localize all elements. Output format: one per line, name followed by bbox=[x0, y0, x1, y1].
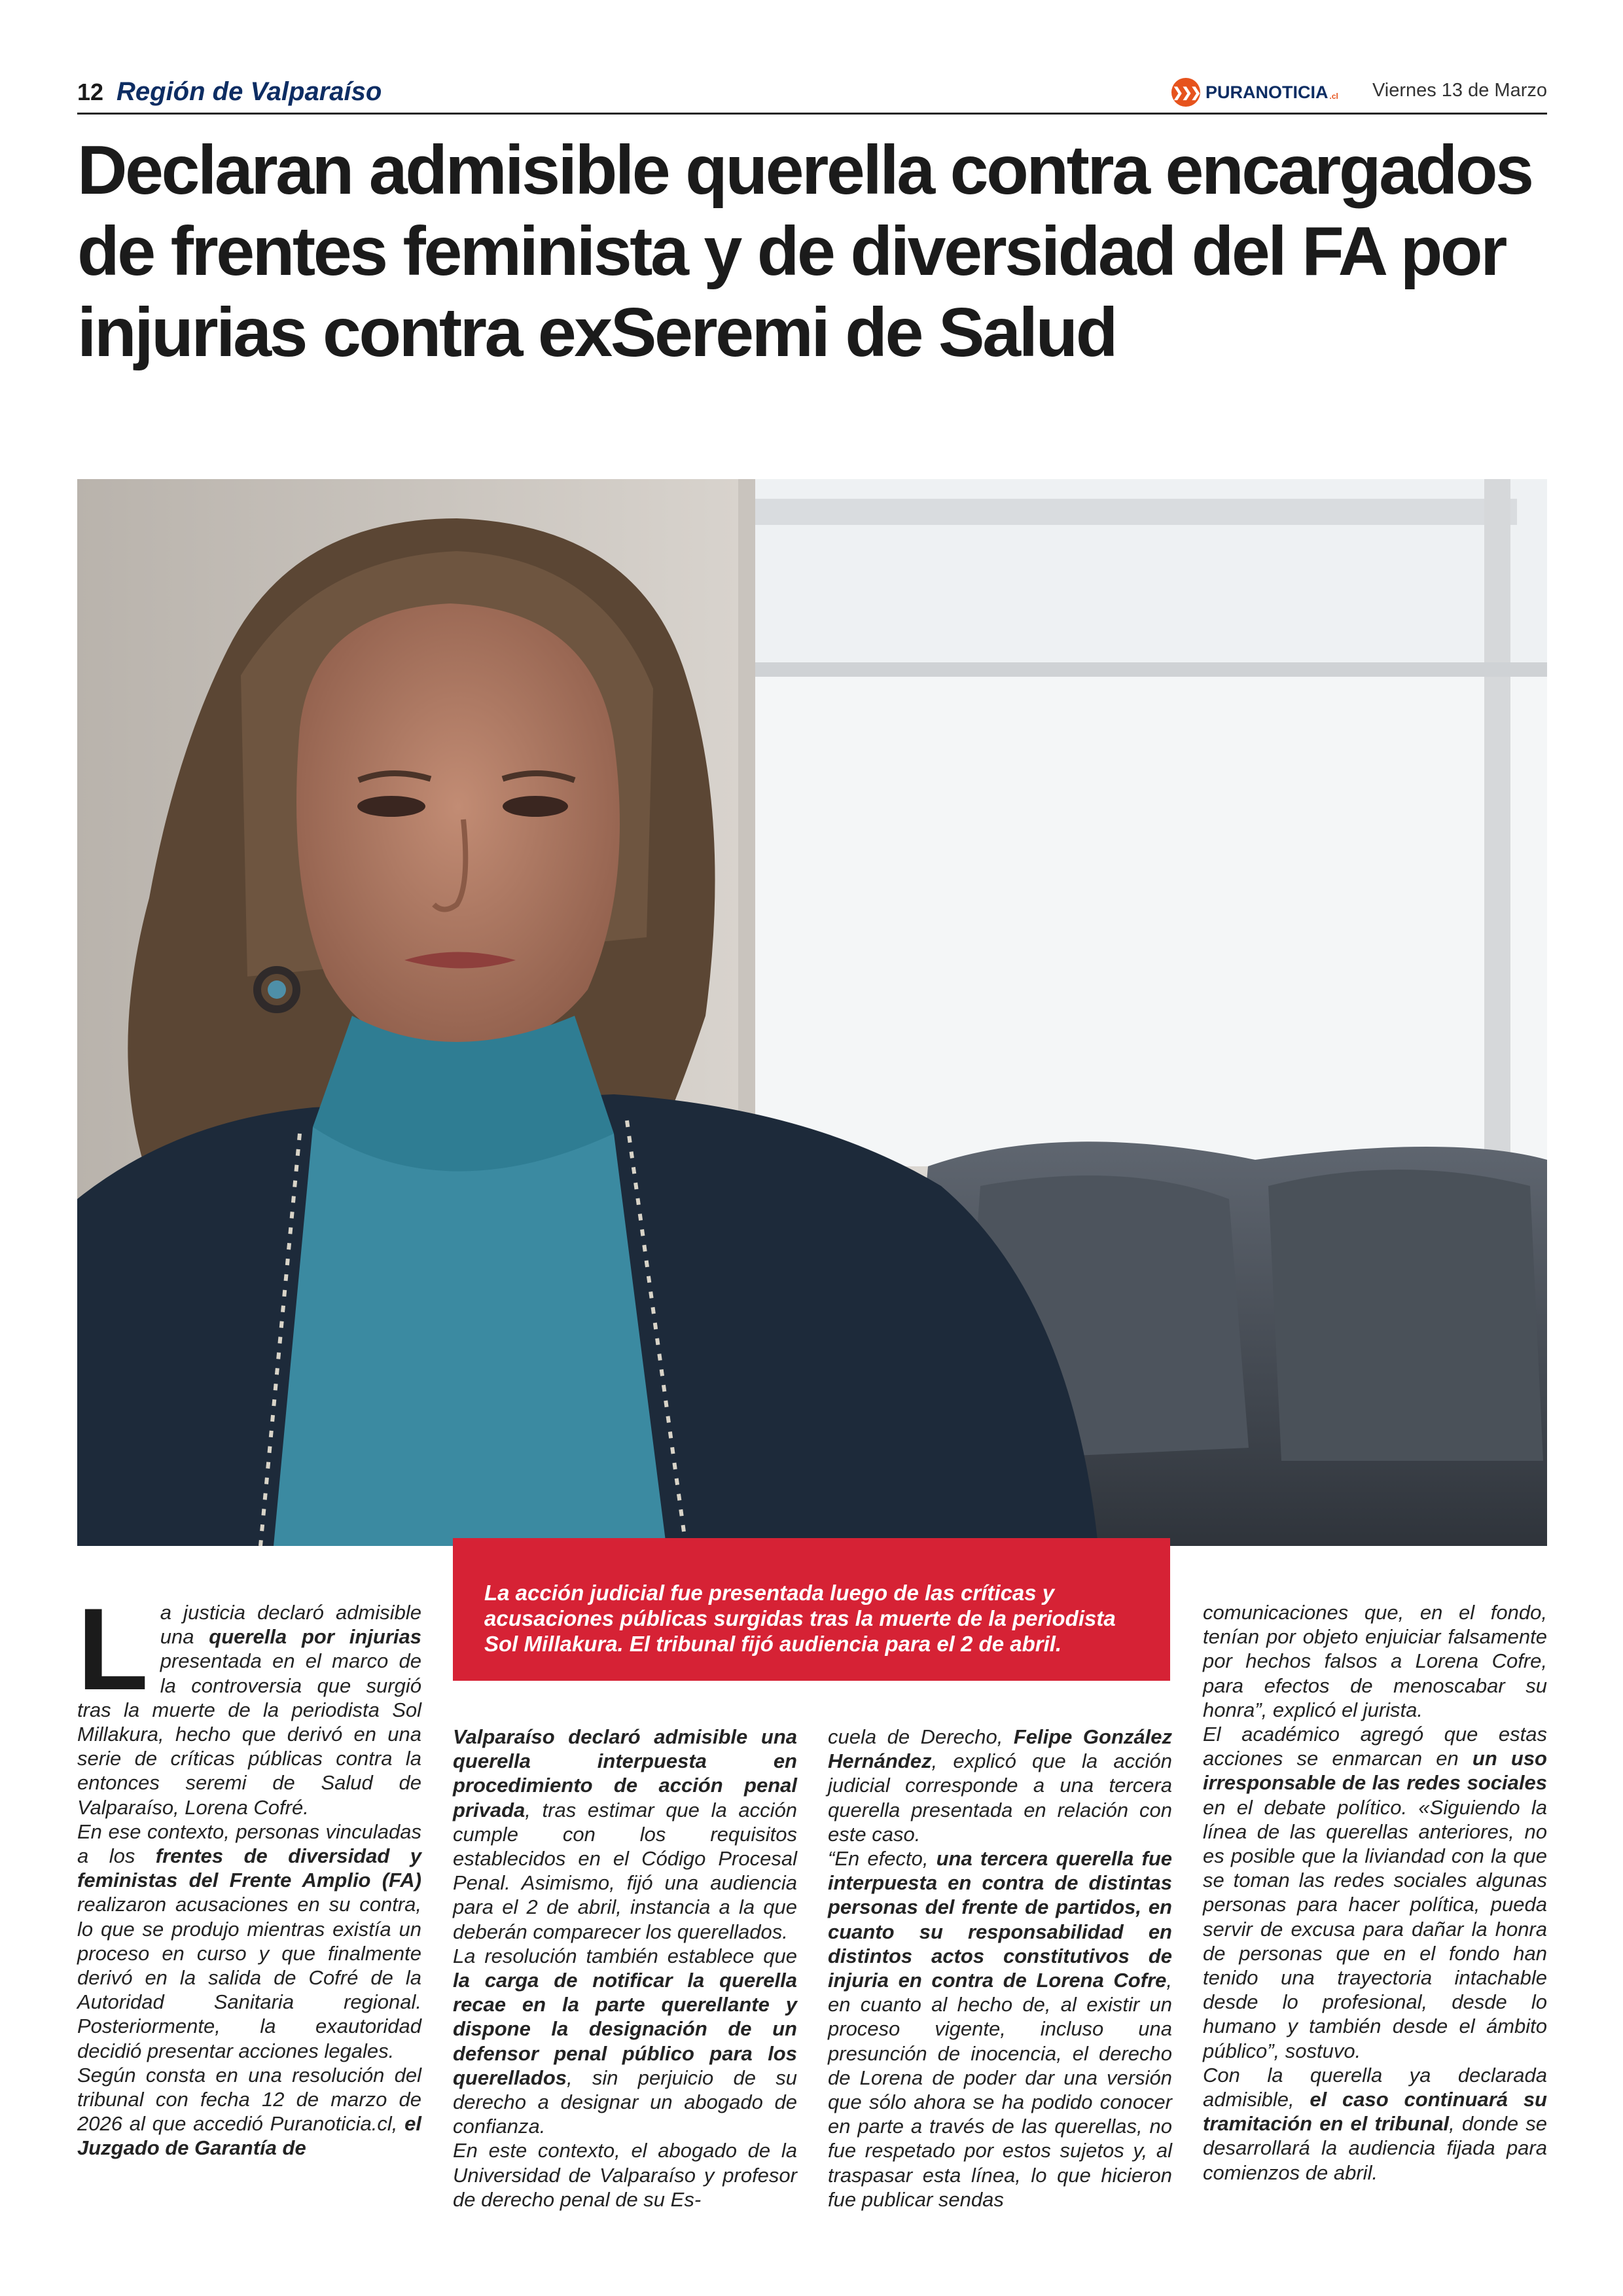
publication-logo bbox=[1171, 77, 1338, 107]
section-name: Región de Valparaíso bbox=[116, 77, 382, 106]
page-header bbox=[77, 73, 1547, 115]
body-text: a justicia declaró admisible una bbox=[160, 1601, 421, 1649]
header-divider bbox=[77, 113, 1547, 115]
article-column-3 bbox=[828, 1725, 1172, 2212]
article-paragraph bbox=[1203, 1600, 1547, 1722]
article-paragraph bbox=[77, 1820, 421, 2063]
body-text: comunicaciones que, en el fondo, tenían por objeto enjuiciar falsamente por hechos falsos a Lorena Cofre, para efectos de menoscabar su honra”, explicó el jurista. bbox=[1203, 1601, 1547, 1721]
article-paragraph bbox=[828, 1725, 1172, 1846]
article-paragraph bbox=[453, 2138, 797, 2212]
bold-text: una tercera querella fue interpuesta en contra de distintas personas del frente de partidos, en cuanto su responsabilidad en distintos actos constitutivos de injuria en contra de Lorena Cofre bbox=[828, 1847, 1173, 1992]
body-text: , tras estimar que la acción cumple con los requisitos establecidos en el Código Procesal Penal. Asimismo, fijó una audiencia para el 2 de abril, instancia a la que deberán comparecer los querellados. bbox=[453, 1798, 797, 1943]
body-text: En este contexto, el abogado de la Universidad de Valparaíso y profesor de derecho penal de su Es- bbox=[453, 2139, 797, 2211]
article-column-4 bbox=[1203, 1600, 1547, 2185]
photo-caption-box bbox=[453, 1538, 1170, 1681]
body-text: El académico agregó que estas acciones se enmarcan en bbox=[1203, 1723, 1547, 1770]
chevrons-icon: ❯❯❯ bbox=[1171, 78, 1200, 107]
bold-text: un uso irresponsable de las redes sociales bbox=[1203, 1747, 1547, 1795]
bold-text: el caso continuará su tramitación en el tribunal bbox=[1203, 2088, 1547, 2136]
issue-date: Viernes 13 de Marzo bbox=[1372, 80, 1547, 101]
body-text: , donde se desarrollará la audiencia fijada para comienzos de abril. bbox=[1203, 2112, 1547, 2184]
body-text: realizaron acusaciones en su contra, lo que se produjo mientras existía un proceso en curso y que finalmente derivó en la salida de Cofré de la Autoridad Sanitaria regional. Posteriormente, la exautoridad decidió presentar acciones legales. bbox=[77, 1893, 421, 2062]
body-text: La resolución también establece que bbox=[453, 1944, 797, 1967]
article-column-2 bbox=[453, 1725, 797, 2212]
body-text: “En efecto, bbox=[828, 1847, 936, 1871]
article-column-1 bbox=[77, 1584, 421, 2161]
bold-text: el Juzgado de Garantía de bbox=[77, 2112, 421, 2160]
logo-text: PURANOTICIA bbox=[1205, 82, 1329, 102]
article-photo bbox=[77, 479, 1547, 1546]
bold-text: Felipe González Hernández bbox=[828, 1725, 1172, 1773]
body-text: cuela de Derecho, bbox=[828, 1725, 1014, 1748]
article-paragraph bbox=[77, 2063, 421, 2161]
article-paragraph bbox=[453, 1725, 797, 1944]
body-text: , explicó que la acción judicial corresponde a una tercera querella presentada en relación con este caso. bbox=[828, 1749, 1172, 1846]
body-text: , sin perjuicio de su derecho a designar un abogado de confianza. bbox=[453, 2066, 797, 2138]
drop-cap: L bbox=[77, 1584, 149, 1714]
bold-text: la carga de notificar la querella recae en la parte querellante y dispone la designación de un defensor penal público para los querellados bbox=[453, 1969, 797, 2089]
article-paragraph bbox=[1203, 2063, 1547, 2185]
body-text: , en cuanto al hecho de, al existir un proceso vigente, incluso una presunción de inocencia, el derecho de Lorena de poder dar una versión que sólo ahora se ha podido conocer en parte a través de las querellas, no fue respetado por estos sujetos y, al traspasar esta línea, lo que hicieron fue publicar sendas bbox=[828, 1969, 1172, 2211]
body-text: presentada en el marco de la controversia que surgió tras la muerte de la periodista Sol Millakura, hecho que derivó en una serie de críticas públicas contra la entonces seremi de Salud de Valparaíso, Lorena Cofré. bbox=[77, 1649, 421, 1819]
page-number: 12 bbox=[77, 79, 104, 105]
photo-caption: La acción judicial fue presentada luego de las críticas y acusaciones públicas surgidas tras la muerte de la periodista Sol Millakura. El tribunal fijó audiencia para el 2 de abril. bbox=[484, 1581, 1116, 1656]
body-text: Según consta en una resolución del tribunal con fecha 12 de marzo de 2026 al que accedió Puranoticia.cl, bbox=[77, 2063, 421, 2136]
bold-text: Valparaíso declaró admisible una querella interpuesta en procedimiento de acción penal privada bbox=[453, 1725, 797, 1821]
body-text: en el debate político. «Siguiendo la línea de las querellas anteriores, no es posible que la liviandad con la que se toman las redes sociales algunas personas para hacer política, pueda servir de excusa para dañar la honra de personas que en el fondo han tenido una trayectoria intachable desde lo profesional, desde lo humano y también desde el ámbito público”, sostuvo. bbox=[1203, 1795, 1547, 2062]
article-paragraph bbox=[1203, 1722, 1547, 2063]
body-text: En ese contexto, personas vinculadas a los bbox=[77, 1820, 421, 1868]
logo-tld: .cl bbox=[1329, 92, 1338, 101]
body-text: Con la querella ya declarada admisible, bbox=[1203, 2063, 1547, 2111]
headline: Declaran admisible querella contra encargados de frentes feminista y de diversidad del FA por injurias contra exSeremi de Salud bbox=[77, 132, 1532, 371]
article-paragraph bbox=[453, 1944, 797, 2139]
article-paragraph bbox=[828, 1846, 1172, 2212]
bold-text: frentes de diversidad y feministas del Frente Amplio (FA) bbox=[77, 1844, 421, 1892]
bold-text: querella por injurias bbox=[209, 1625, 421, 1649]
